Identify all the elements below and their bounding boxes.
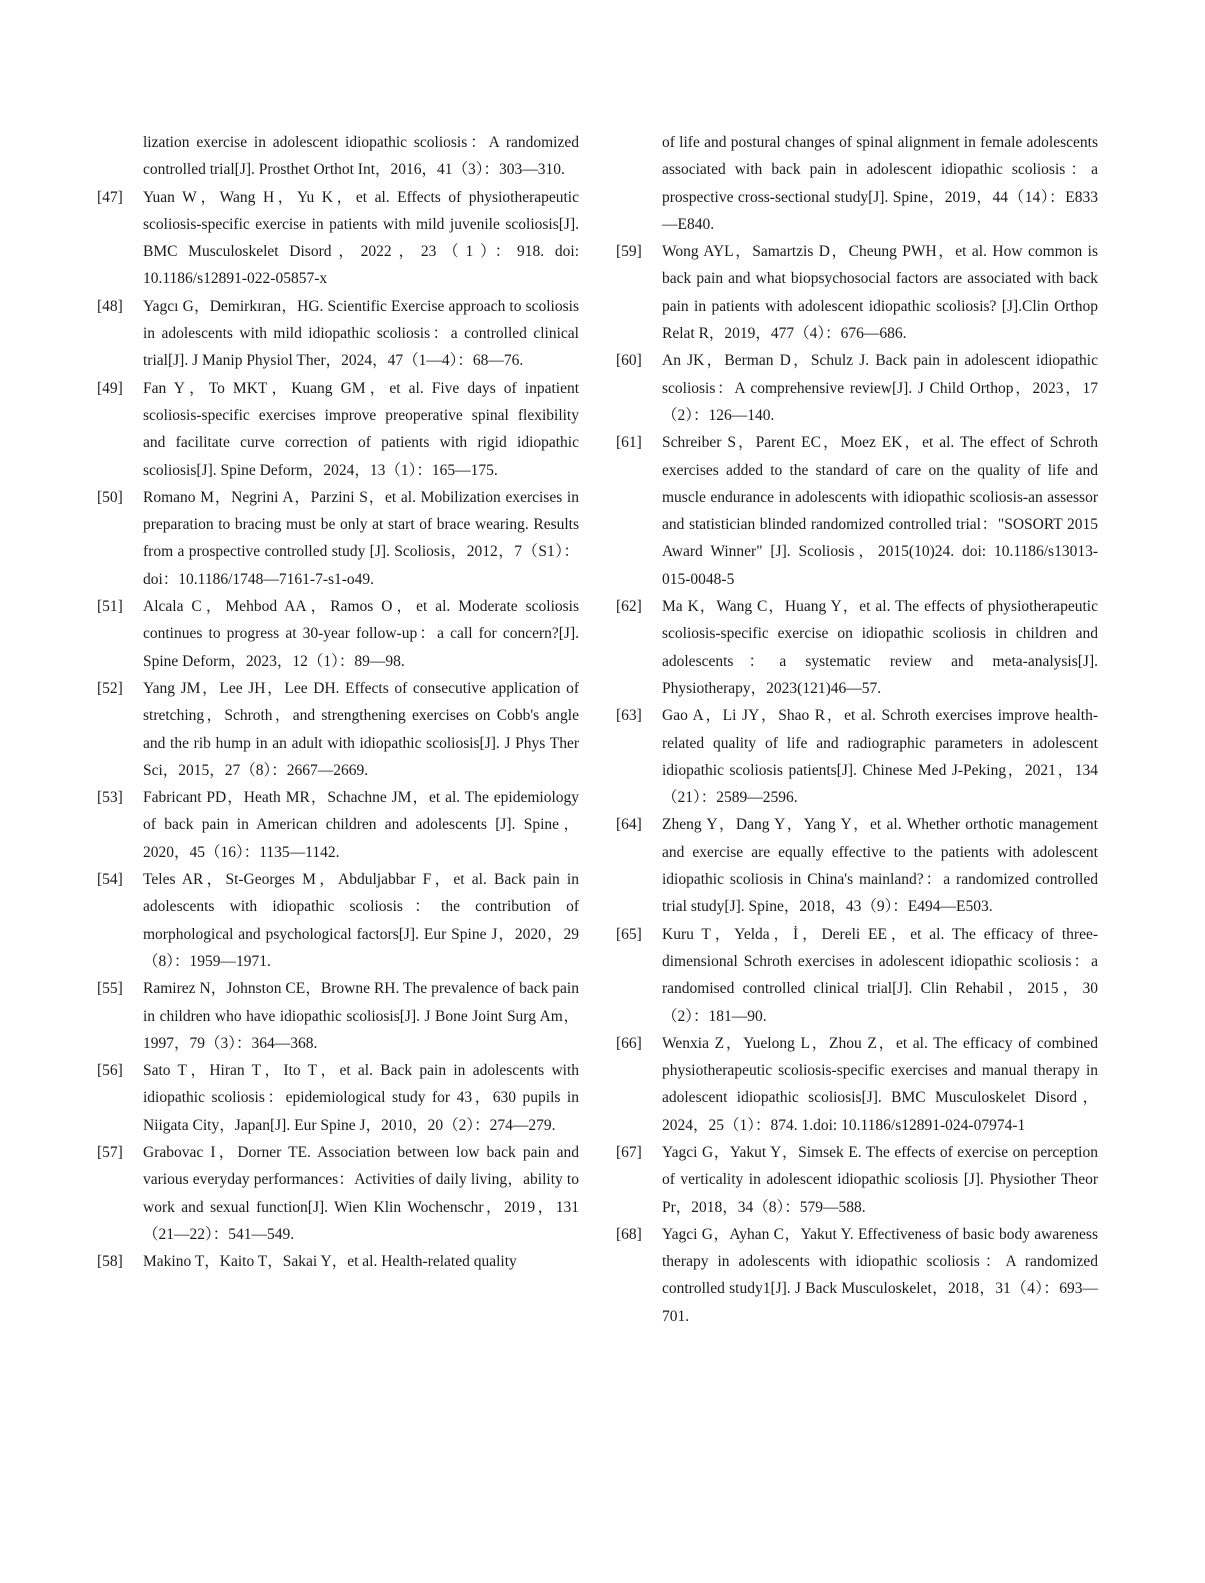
reference-number: [68] — [616, 1225, 642, 1243]
reference-entry — [97, 866, 579, 975]
reference-entry — [616, 429, 1098, 593]
reference-text: Ramirez N，Johnston CE，Browne RH. The prevalence of back pain in children who have idiopathic scoliosis[J]. J Bone Joint Surg Am，1997，79（3）：364—368. — [143, 980, 579, 1052]
reference-entry — [97, 593, 579, 675]
reference-text: Zheng Y，Dang Y，Yang Y，et al. Whether orthotic management and exercise are equally effective to the patients with adolescent idiopathic scoliosis in China's mainland?：a randomized controlled trial study[J]. Spine，2018，43（9）：E494—E503. — [662, 816, 1098, 916]
reference-text: Yang JM，Lee JH，Lee DH. Effects of consecutive application of stretching，Schroth，and strengthening exercises on Cobb's angle and the rib hump in an adult with idiopathic scoliosis[J]. J Phys Ther Sci，2015，27（8）：2667—2669. — [143, 679, 579, 779]
reference-entry — [616, 1221, 1098, 1330]
reference-number: [50] — [97, 488, 123, 506]
reference-text: Yagci G，Yakut Y，Simsek E. The effects of exercise on perception of verticality in adolescent idiopathic scoliosis [J]. Physiother Theor Pr，2018，34（8）：579—588. — [662, 1143, 1098, 1216]
reference-text: Sato T，Hiran T，Ito T，et al. Back pain in adolescents with idiopathic scoliosis：epidemiological study for 43，630 pupils in Niigata City，Japan[J]. Eur Spine J，2010，20（2）：274—279. — [143, 1062, 579, 1134]
reference-text: Ma K，Wang C，Huang Y，et al. The effects of physiotherapeutic scoliosis-specific exercise on idiopathic scoliosis in children and adolescents：a systematic review and meta-analysis[J]. Physiotherapy，2023(121)46—57. — [662, 598, 1098, 697]
reference-number: [57] — [97, 1143, 123, 1161]
reference-text: Kuru T，Yelda，İ，Dereli EE，et al. The efficacy of three-dimensional Schroth exercises in adolescent idiopathic scoliosis：a randomised controlled clinical trial[J]. Clin Rehabil，2015，30（2）：181—90. — [662, 925, 1098, 1025]
reference-entry — [97, 975, 579, 1057]
reference-number: [60] — [616, 352, 642, 370]
reference-entry — [97, 1057, 579, 1139]
reference-text: Grabovac I，Dorner TE. Association between low back pain and various everyday performances：Activities of daily living，ability to work and sexual function[J]. Wien Klin Wochenschr，2019，131（21—22）：541—549. — [143, 1143, 579, 1243]
reference-continuation — [616, 129, 1098, 238]
reference-number: [63] — [616, 707, 642, 725]
reference-number: [56] — [97, 1062, 123, 1080]
reference-number: [55] — [97, 980, 123, 998]
reference-entry — [616, 811, 1098, 920]
reference-number: [47] — [97, 188, 123, 206]
references-left-column — [97, 129, 579, 1275]
reference-text: Schreiber S，Parent EC，Moez EK，et al. The effect of Schroth exercises added to the standard of care on the quality of life and muscle endurance in adolescents with idiopathic scoliosis-an assessor and statistician blinded randomized controlled trial："SOSORT 2015 Award Winner" [J]. Scoliosis，2015(10)24. doi: 10.1186/s13013-015-0048-5 — [662, 434, 1098, 588]
reference-number: [54] — [97, 871, 123, 889]
reference-entry — [616, 593, 1098, 702]
reference-text: Wenxia Z，Yuelong L，Zhou Z，et al. The efficacy of combined physiotherapeutic scoliosis-specific exercises and manual therapy in adolescent idiopathic scoliosis[J]. BMC Musculoskelet Disord，2024，25（1）：874. 1.doi: 10.1186/s12891-024-07974-1 — [662, 1034, 1098, 1134]
reference-number: [53] — [97, 789, 123, 807]
reference-number: [48] — [97, 297, 123, 315]
reference-entry — [616, 1139, 1098, 1221]
reference-entry — [616, 347, 1098, 429]
reference-text: Yuan W，Wang H，Yu K，et al. Effects of physiotherapeutic scoliosis-specific exercise in patients with mild juvenile scoliosis[J]. BMC Musculoskelet Disord，2022，23（1）：918. doi: 10.1186/s12891-022-05857-x — [143, 188, 579, 288]
reference-number: [49] — [97, 379, 123, 397]
reference-text: Fabricant PD，Heath MR，Schachne JM，et al. The epidemiology of back pain in American children and adolescents [J]. Spine，2020，45（16）：1135—1142. — [143, 789, 579, 861]
reference-text: Gao A，Li JY，Shao R，et al. Schroth exercises improve health-related quality of life and radiographic parameters in adolescent idiopathic scoliosis patients[J]. Chinese Med J-Peking，2021，134（21）：2589—2596. — [662, 707, 1098, 807]
reference-text: Alcala C，Mehbod AA，Ramos O，et al. Moderate scoliosis continues to progress at 30-year follow-up：a call for concern?[J]. Spine Deform，2023，12（1）：89—98. — [143, 598, 579, 670]
reference-entry — [97, 1248, 579, 1275]
reference-text: lization exercise in adolescent idiopathic scoliosis：A randomized controlled trial[J]. Prosthet Orthot Int，2016，41（3）：303—310. — [143, 134, 579, 179]
reference-text: Teles AR，St-Georges M，Abduljabbar F，et al. Back pain in adolescents with idiopathic scoliosis：the contribution of morphological and psychological factors[J]. Eur Spine J，2020，29（8）：1959—1971. — [143, 871, 579, 970]
reference-entry — [97, 484, 579, 593]
reference-text: Romano M，Negrini A，Parzini S，et al. Mobilization exercises in preparation to bracing must be only at start of brace wearing. Results from a prospective controlled study [J]. Scoliosis，2012，7（S1）：doi：10.1186/1748—7161-7-s1-o49. — [143, 488, 579, 588]
reference-entry — [616, 921, 1098, 1030]
reference-number: [67] — [616, 1143, 642, 1161]
reference-entry — [616, 1030, 1098, 1139]
reference-number: [62] — [616, 598, 642, 616]
reference-entry — [97, 1139, 579, 1248]
reference-number: [51] — [97, 598, 123, 616]
reference-entry — [616, 238, 1098, 347]
reference-entry — [97, 784, 579, 866]
reference-entry — [97, 184, 579, 293]
reference-text: Fan Y，To MKT，Kuang GM，et al. Five days of inpatient scoliosis-specific exercises improve preoperative spinal flexibility and facilitate curve correction of patients with rigid idiopathic scoliosis[J]. Spine Deform，2024，13（1）：165—175. — [143, 379, 579, 479]
reference-text: Yagcı G，Demirkıran，HG. Scientific Exercise approach to scoliosis in adolescents with mild idiopathic scoliosis：a controlled clinical trial[J]. J Manip Physiol Ther，2024，47（1—4）：68—76. — [143, 297, 579, 370]
reference-entry — [97, 675, 579, 784]
reference-text: of life and postural changes of spinal alignment in female adolescents associated with back pain in adolescent idiopathic scoliosis：a prospective cross-sectional study[J]. Spine，2019，44（14）：E833—E840. — [662, 134, 1098, 233]
references-right-column — [616, 129, 1098, 1330]
reference-entry — [616, 702, 1098, 811]
reference-number: [58] — [97, 1253, 123, 1271]
reference-entry — [97, 375, 579, 484]
reference-continuation — [97, 129, 579, 184]
reference-number: [65] — [616, 925, 642, 943]
reference-entry — [97, 293, 579, 375]
reference-text: An JK，Berman D，Schulz J. Back pain in adolescent idiopathic scoliosis：A comprehensive review[J]. J Child Orthop，2023，17（2）：126—140. — [662, 352, 1098, 424]
reference-number: [52] — [97, 679, 123, 697]
reference-text: Yagci G，Ayhan C，Yakut Y. Effectiveness of basic body awareness therapy in adolescents with idiopathic scoliosis：A randomized controlled study1[J]. J Back Musculoskelet，2018，31（4）：693—701. — [662, 1225, 1098, 1325]
reference-text: Wong AYL，Samartzis D，Cheung PWH，et al. How common is back pain and what biopsychosocial factors are associated with back pain in patients with adolescent idiopathic scoliosis? [J].Clin Orthop Relat R，2019，477（4）：676—686. — [662, 243, 1098, 343]
reference-text: Makino T，Kaito T，Sakai Y，et al. Health-related quality — [143, 1253, 517, 1271]
reference-number: [64] — [616, 816, 642, 834]
reference-number: [66] — [616, 1034, 642, 1052]
reference-number: [59] — [616, 243, 642, 261]
reference-number: [61] — [616, 434, 642, 452]
